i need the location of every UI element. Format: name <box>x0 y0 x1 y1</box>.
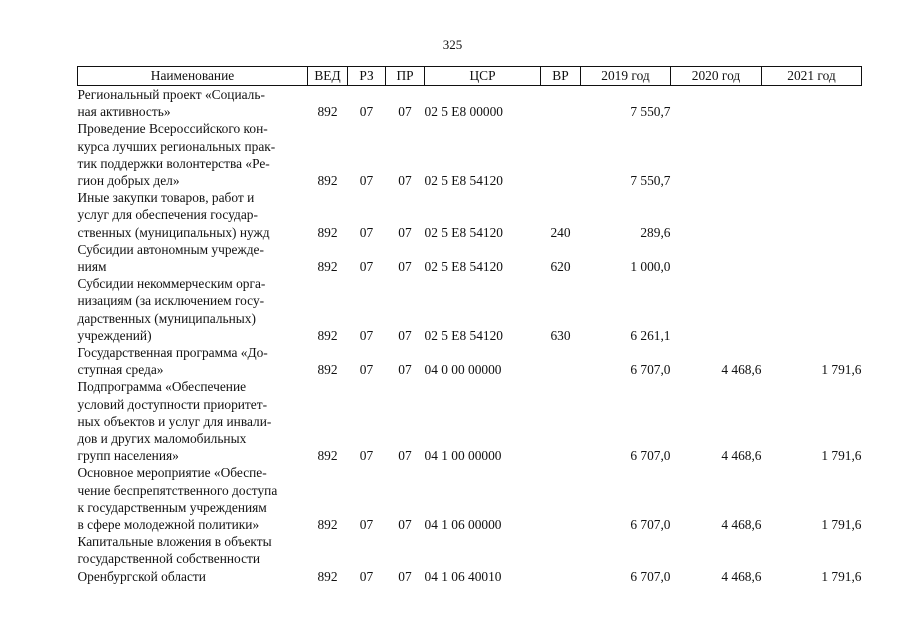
row-2021: 1 791,6 <box>821 568 862 584</box>
row-2020 <box>671 120 762 189</box>
row-vr <box>541 120 581 189</box>
row-rz: 07 <box>359 173 374 189</box>
row-csr: 02 5 Е8 54120 <box>424 224 503 240</box>
header-name: Наименование <box>78 67 308 86</box>
row-vr: 240 <box>550 224 571 240</box>
table-row <box>78 533 862 585</box>
header-2019: 2019 год <box>581 67 671 86</box>
row-ved: 892 <box>317 224 338 240</box>
page-number: 325 <box>442 37 463 52</box>
row-2021: 1 791,6 <box>821 517 862 533</box>
row-2019: 6 707,0 <box>630 362 671 378</box>
row-ved: 892 <box>317 259 338 275</box>
row-2019: 6 707,0 <box>630 517 671 533</box>
row-rz: 07 <box>359 517 374 533</box>
row-2020: 4 468,6 <box>721 568 762 584</box>
row-name: Основное мероприятие «Обеспе- чение беспрепятственного доступа к государственным учреждениям в сфере молодежной политики» <box>77 465 278 533</box>
row-name: Субсидии некоммерческим орга- низациям (за исключением госу- дарственных (муниципальных) учреждений) <box>77 276 266 343</box>
row-2020: 4 468,6 <box>721 517 762 533</box>
row-csr: 04 1 06 40010 <box>424 568 502 584</box>
row-2020 <box>671 86 762 121</box>
row-ved: 892 <box>317 517 338 533</box>
row-csr: 02 5 Е8 54120 <box>424 173 503 189</box>
row-ved: 892 <box>317 568 338 584</box>
row-vr <box>541 378 581 464</box>
row-vr <box>541 344 581 378</box>
row-2020: 4 468,6 <box>721 362 762 378</box>
row-ved: 892 <box>317 104 338 120</box>
row-ved: 892 <box>317 362 338 378</box>
row-vr <box>541 533 581 585</box>
row-name: Подпрограмма «Обеспечение условий доступности приоритет- ных объектов и услуг для инвали- дов и других маломобильных групп населения» <box>77 379 272 464</box>
row-vr <box>541 86 581 121</box>
row-pr: 07 <box>398 173 412 189</box>
row-pr: 07 <box>398 259 412 275</box>
row-pr: 07 <box>398 327 412 343</box>
row-2021 <box>762 189 862 241</box>
row-pr: 07 <box>398 224 412 240</box>
table-row <box>78 120 862 189</box>
row-2019: 1 000,0 <box>630 259 671 275</box>
row-name: Региональный проект «Социаль- ная активность» <box>77 87 265 120</box>
row-2021: 1 791,6 <box>821 362 862 378</box>
row-rz: 07 <box>359 224 374 240</box>
row-2019: 289,6 <box>640 224 671 240</box>
header-ved: ВЕД <box>308 67 348 86</box>
row-2019: 7 550,7 <box>630 173 671 189</box>
row-pr: 07 <box>398 362 412 378</box>
row-name: Субсидии автономным учрежде- ниям <box>77 241 264 275</box>
header-2020: 2020 год <box>671 67 762 86</box>
row-csr: 02 5 Е8 54120 <box>424 259 503 275</box>
row-vr <box>541 464 581 533</box>
row-csr: 04 1 06 00000 <box>424 517 502 533</box>
row-ved: 892 <box>317 327 338 343</box>
row-name: Иные закупки товаров, работ и услуг для обеспечения государ- ственных (муниципальных) нужд <box>77 190 270 240</box>
header-vr: ВР <box>541 67 581 86</box>
table-header-row <box>78 67 862 86</box>
row-csr: 04 0 00 00000 <box>424 362 502 378</box>
row-rz: 07 <box>359 259 374 275</box>
row-2019: 6 707,0 <box>630 568 671 584</box>
budget-table <box>77 66 862 585</box>
row-2020 <box>671 241 762 275</box>
row-2019: 7 550,7 <box>630 104 671 120</box>
row-csr: 02 5 Е8 00000 <box>424 104 503 120</box>
header-pr: ПР <box>386 67 425 86</box>
row-2021 <box>762 86 862 121</box>
row-pr: 07 <box>398 104 412 120</box>
row-2020 <box>671 275 762 344</box>
row-2021: 1 791,6 <box>821 448 862 464</box>
row-name: Государственная программа «До- ступная среда» <box>77 345 268 378</box>
row-2021 <box>762 275 862 344</box>
table-row <box>78 241 862 275</box>
row-pr: 07 <box>398 448 412 464</box>
row-ved: 892 <box>317 448 338 464</box>
row-csr: 04 1 00 00000 <box>424 448 502 464</box>
row-2019: 6 261,1 <box>630 327 671 343</box>
table-row <box>78 464 862 533</box>
row-rz: 07 <box>359 327 374 343</box>
table-row <box>78 378 862 464</box>
row-rz: 07 <box>359 104 374 120</box>
row-ved: 892 <box>317 173 338 189</box>
table-row <box>78 344 862 378</box>
row-rz: 07 <box>359 568 374 584</box>
row-2020: 4 468,6 <box>721 448 762 464</box>
row-2019: 6 707,0 <box>630 448 671 464</box>
table-row <box>78 189 862 241</box>
header-rz: РЗ <box>348 67 386 86</box>
row-name: Капитальные вложения в объекты государственной собственности Оренбургской области <box>77 534 272 584</box>
row-vr: 620 <box>550 259 571 275</box>
row-rz: 07 <box>359 362 374 378</box>
header-2021: 2021 год <box>762 67 862 86</box>
row-2021 <box>762 241 862 275</box>
row-rz: 07 <box>359 448 374 464</box>
row-pr: 07 <box>398 568 412 584</box>
row-vr: 630 <box>550 327 571 343</box>
header-csr: ЦСР <box>425 67 541 86</box>
row-name: Проведение Всероссийского кон- курса лучших региональных прак- тик поддержки волонтерства «Ре- гион добрых дел» <box>77 121 276 189</box>
table-row <box>78 86 862 121</box>
row-csr: 02 5 Е8 54120 <box>424 327 503 343</box>
row-pr: 07 <box>398 517 412 533</box>
row-2021 <box>762 120 862 189</box>
table-row <box>78 275 862 344</box>
row-2020 <box>671 189 762 241</box>
